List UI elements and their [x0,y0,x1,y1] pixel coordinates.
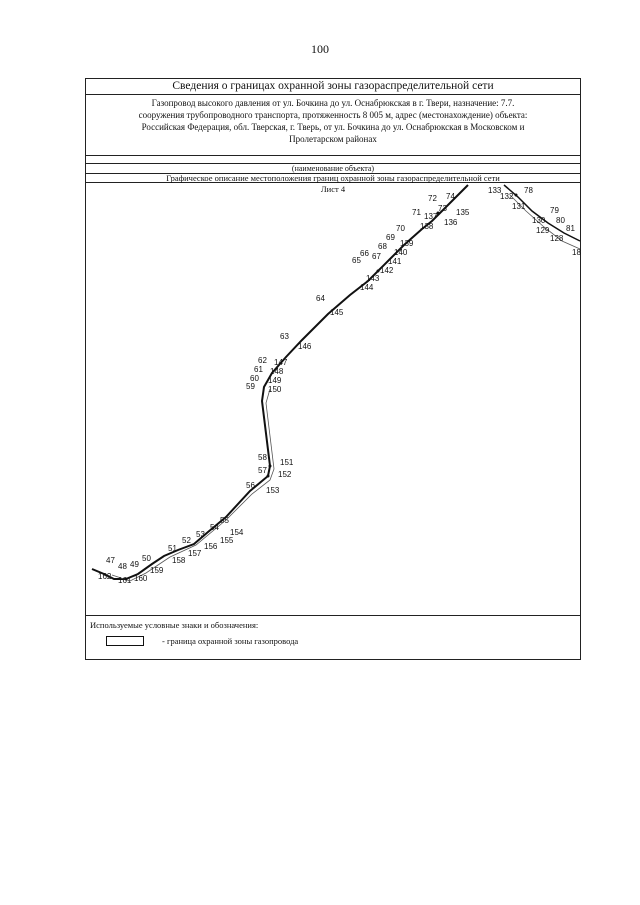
point-label: 56 [246,481,255,490]
point-label: 145 [330,308,344,317]
point-label: 71 [412,208,421,217]
point-label: 137 [424,212,438,221]
point-label: 72 [428,194,437,203]
point-label: 144 [360,283,374,292]
point-label: 48 [118,562,127,571]
point-label: 51 [168,544,177,553]
point-label: 148 [270,367,284,376]
point-label: 67 [372,252,381,261]
legend-boundary-swatch [106,636,144,646]
point-label: 49 [130,560,139,569]
page-number: 100 [311,42,329,56]
point-label: 147 [274,358,288,367]
graphic-description-title: Графическое описание местоположения границ охранной зоны газораспределительной сети [86,174,580,183]
point-label: 52 [182,536,191,545]
point-label: 139 [400,239,414,248]
point-label: 135 [456,208,470,217]
description-line: Российская Федерация, обл. Тверская, г. Тверь, от ул. Бочкина до ул. Оснабрюкская в Московском и [141,122,525,132]
map-svg [86,183,580,615]
sheet-label: Лист 4 [320,184,346,194]
point-label: 154 [230,528,244,537]
point-label: 162 [98,572,112,581]
point-label: 65 [352,256,361,265]
object-name-caption: (наименование объекта) [86,164,580,174]
point-label: 18 [572,248,581,257]
point-label: 159 [150,566,164,575]
boundary-map [86,183,580,615]
point-label: 61 [254,365,263,374]
point-label: 153 [266,486,280,495]
point-label: 142 [380,266,394,275]
point-label: 131 [512,202,526,211]
point-marker [269,465,272,468]
point-label: 60 [250,374,259,383]
point-label: 80 [556,216,565,225]
point-label: 73 [438,204,447,213]
point-label: 157 [188,549,202,558]
point-label: 161 [118,576,132,585]
boundary-info-frame [85,78,581,660]
point-label: 141 [388,257,402,266]
description-line: сооружения трубопроводного транспорта, протяженность 8 005 м, адрес (местонахождение) объекта: [138,110,528,120]
point-label: 79 [550,206,559,215]
point-label: 59 [246,382,255,391]
point-label: 138 [420,222,434,231]
legend-title: Используемые условные знаки и обозначения: [90,620,259,630]
document-title: Сведения о границах охранной зоны газораспределительной сети [86,79,580,95]
point-label: 149 [268,376,282,385]
point-label: 55 [220,516,229,525]
point-label: 70 [396,224,405,233]
point-marker [267,475,270,478]
point-label: 160 [134,574,148,583]
point-label: 136 [444,218,458,227]
point-label: 53 [196,530,205,539]
point-label: 57 [258,466,267,475]
point-label: 140 [394,248,408,257]
point-label: 143 [366,274,380,283]
point-label: 50 [142,554,151,563]
point-label: 58 [258,453,267,462]
description-line: Газопровод высокого давления от ул. Бочкина до ул. Оснабрюкская в г. Твери, назначение: 7.7. [151,98,515,108]
point-label: 54 [210,523,219,532]
point-label: 146 [298,342,312,351]
point-label: 156 [204,542,218,551]
description-line: Пролетарском районах [289,134,377,144]
point-label: 74 [446,192,455,201]
point-label: 158 [172,556,186,565]
point-label: 69 [386,233,395,242]
point-label: 47 [106,556,115,565]
legend [86,615,580,660]
point-label: 81 [566,224,575,233]
point-label: 66 [360,249,369,258]
point-label: 78 [524,186,533,195]
point-label: 150 [268,385,282,394]
point-label: 128 [550,234,564,243]
legend-item-label: - граница охранной зоны газопровода [162,636,299,646]
point-label: 133 [488,186,502,195]
point-label: 68 [378,242,387,251]
point-label: 130 [532,216,546,225]
object-description [86,95,580,156]
point-label: 63 [280,332,289,341]
point-label: 155 [220,536,234,545]
point-label: 64 [316,294,325,303]
point-label: 151 [280,458,294,467]
point-label: 129 [536,226,550,235]
point-label: 132 [500,192,514,201]
spacer-row [86,156,580,164]
point-label: 62 [258,356,267,365]
point-label: 152 [278,470,292,479]
